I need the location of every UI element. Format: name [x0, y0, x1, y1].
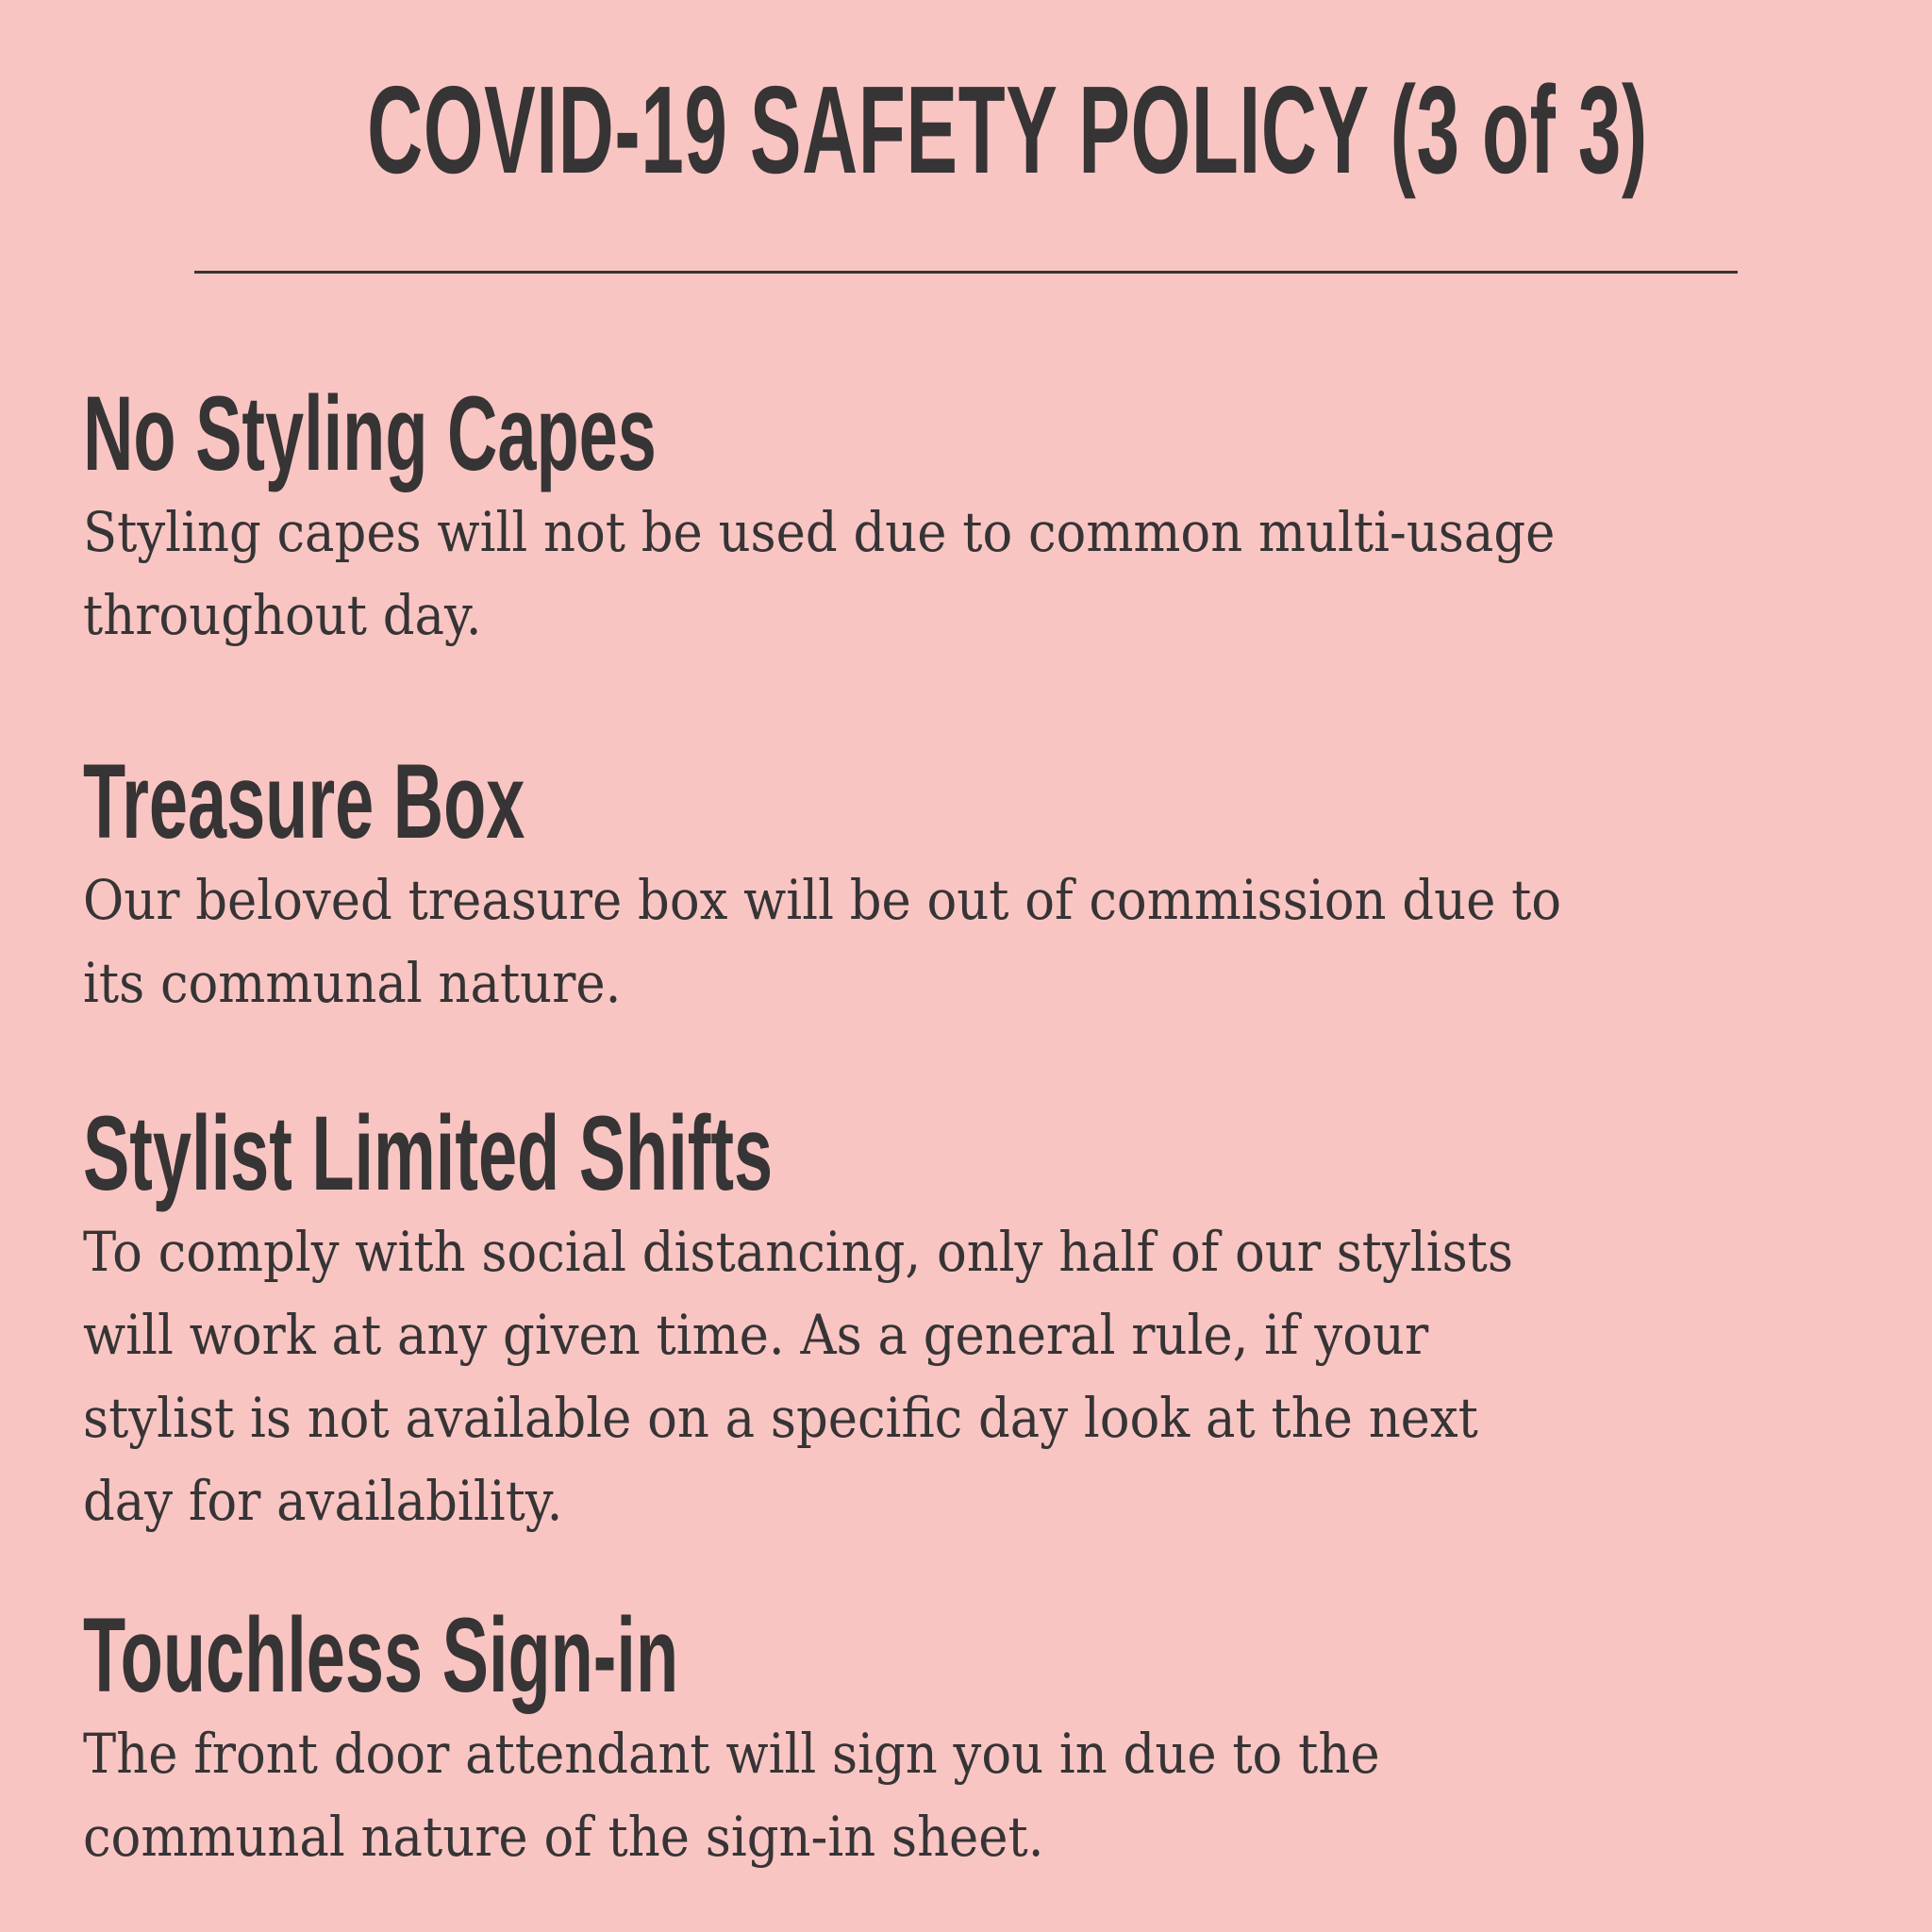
policy-section-touchless-sign-in: [83, 1596, 1875, 1878]
title-divider: [194, 271, 1738, 274]
section-body: To comply with social distancing, only half of our stylists will work at any given time. As a general rule, if your stylist is not available on a specific day look at the next day for availability.: [83, 1220, 1513, 1533]
page-title: COVID-19 SAFETY POLICY (3 of 3): [367, 60, 1648, 199]
section-heading: Stylist Limited Shifts: [83, 1094, 774, 1212]
policy-section-treasure-box: [83, 742, 1875, 1024]
policy-section-no-styling-capes: [83, 377, 1875, 657]
section-body: The front door attendant will sign you in due to the communal nature of the sign-in sheet.: [83, 1722, 1380, 1869]
policy-section-stylist-limited-shifts: [83, 1094, 1875, 1542]
section-heading: No Styling Capes: [83, 375, 657, 492]
section-heading: Touchless Sign-in: [83, 1596, 679, 1714]
section-body: Our beloved treasure box will be out of commission due to its communal nature.: [83, 868, 1562, 1015]
section-body: Styling capes will not be used due to common multi-usage throughout day.: [83, 500, 1556, 647]
section-heading: Treasure Box: [83, 742, 525, 860]
